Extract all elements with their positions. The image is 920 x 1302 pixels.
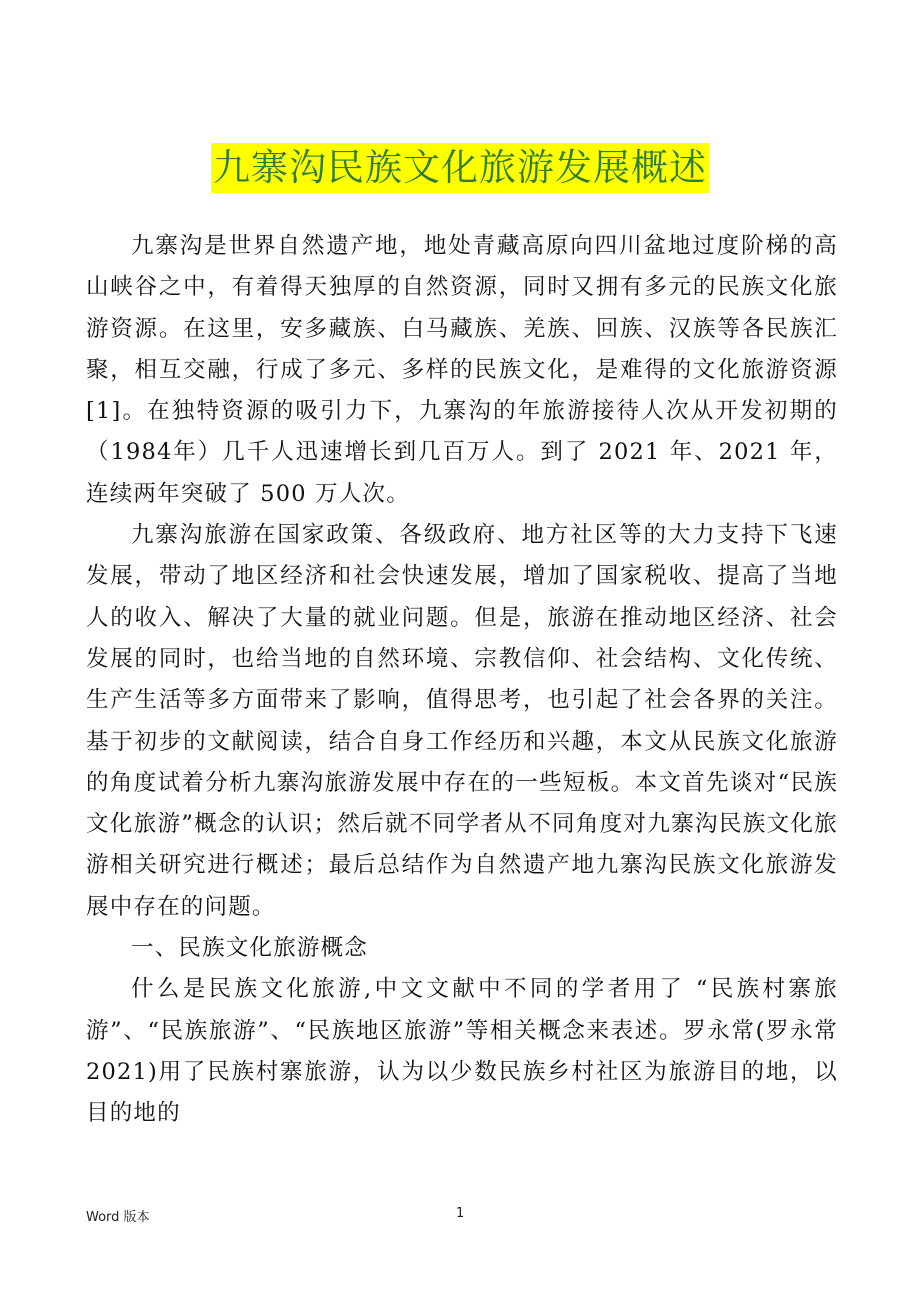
paragraph-concept: 什么是民族文化旅游,中文文献中不同的学者用了 “民族村寨旅游”、“民族旅游”、“民族地区旅游”等相关概念来表述。罗永常(罗永常 2021)用了民族村寨旅游，认为以少数民族乡村社区为旅游目的地，以目的地的 — [86, 976, 838, 1127]
footer-label: Word 版本 — [86, 1210, 150, 1225]
document-title: 九寨沟民族文化旅游发展概述 — [211, 143, 709, 193]
page-number: 1 — [456, 1206, 465, 1221]
paragraph-intro: 九寨沟是世界自然遗产地，地处青藏高原向四川盆地过度阶梯的高山峡谷之中，有着得天独厚的自然资源，同时又拥有多元的民族文化旅游资源。在这里，安多藏族、白马藏族、羌族、回族、汉族等各民族汇聚，相互交融，行成了多元、多样的民族文化，是难得的文化旅游资源[1]。在独特资源的吸引力下，九寨沟的年旅游接待人次从开发初期的（1984年）几千人迅速增长到几百万人。到了 2021 年、2021 年，连续两年突破了 500 万人次。 — [86, 233, 838, 507]
document-body — [86, 226, 838, 1135]
paragraph-development: 九寨沟旅游在国家政策、各级政府、地方社区等的大力支持下飞速发展，带动了地区经济和社会快速发展，增加了国家税收、提高了当地人的收入、解决了大量的就业问题。但是，旅游在推动地区经济、社会发展的同时，也给当地的自然环境、宗教信仰、社会结构、文化传统、生产生活等多方面带来了影响，值得思考，也引起了社会各界的关注。基于初步的文献阅读，结合自身工作经历和兴趣，本文从民族文化旅游的角度试着分析九寨沟旅游发展中存在的一些短板。本文首先谈对“民族文化旅游”概念的认识；然后就不同学者从不同角度对九寨沟民族文化旅游相关研究进行概述；最后总结作为自然遗产地九寨沟民族文化旅游发展中存在的问题。 — [86, 522, 838, 920]
section-heading: 一、民族文化旅游概念 — [131, 935, 369, 962]
title-container — [0, 143, 920, 193]
